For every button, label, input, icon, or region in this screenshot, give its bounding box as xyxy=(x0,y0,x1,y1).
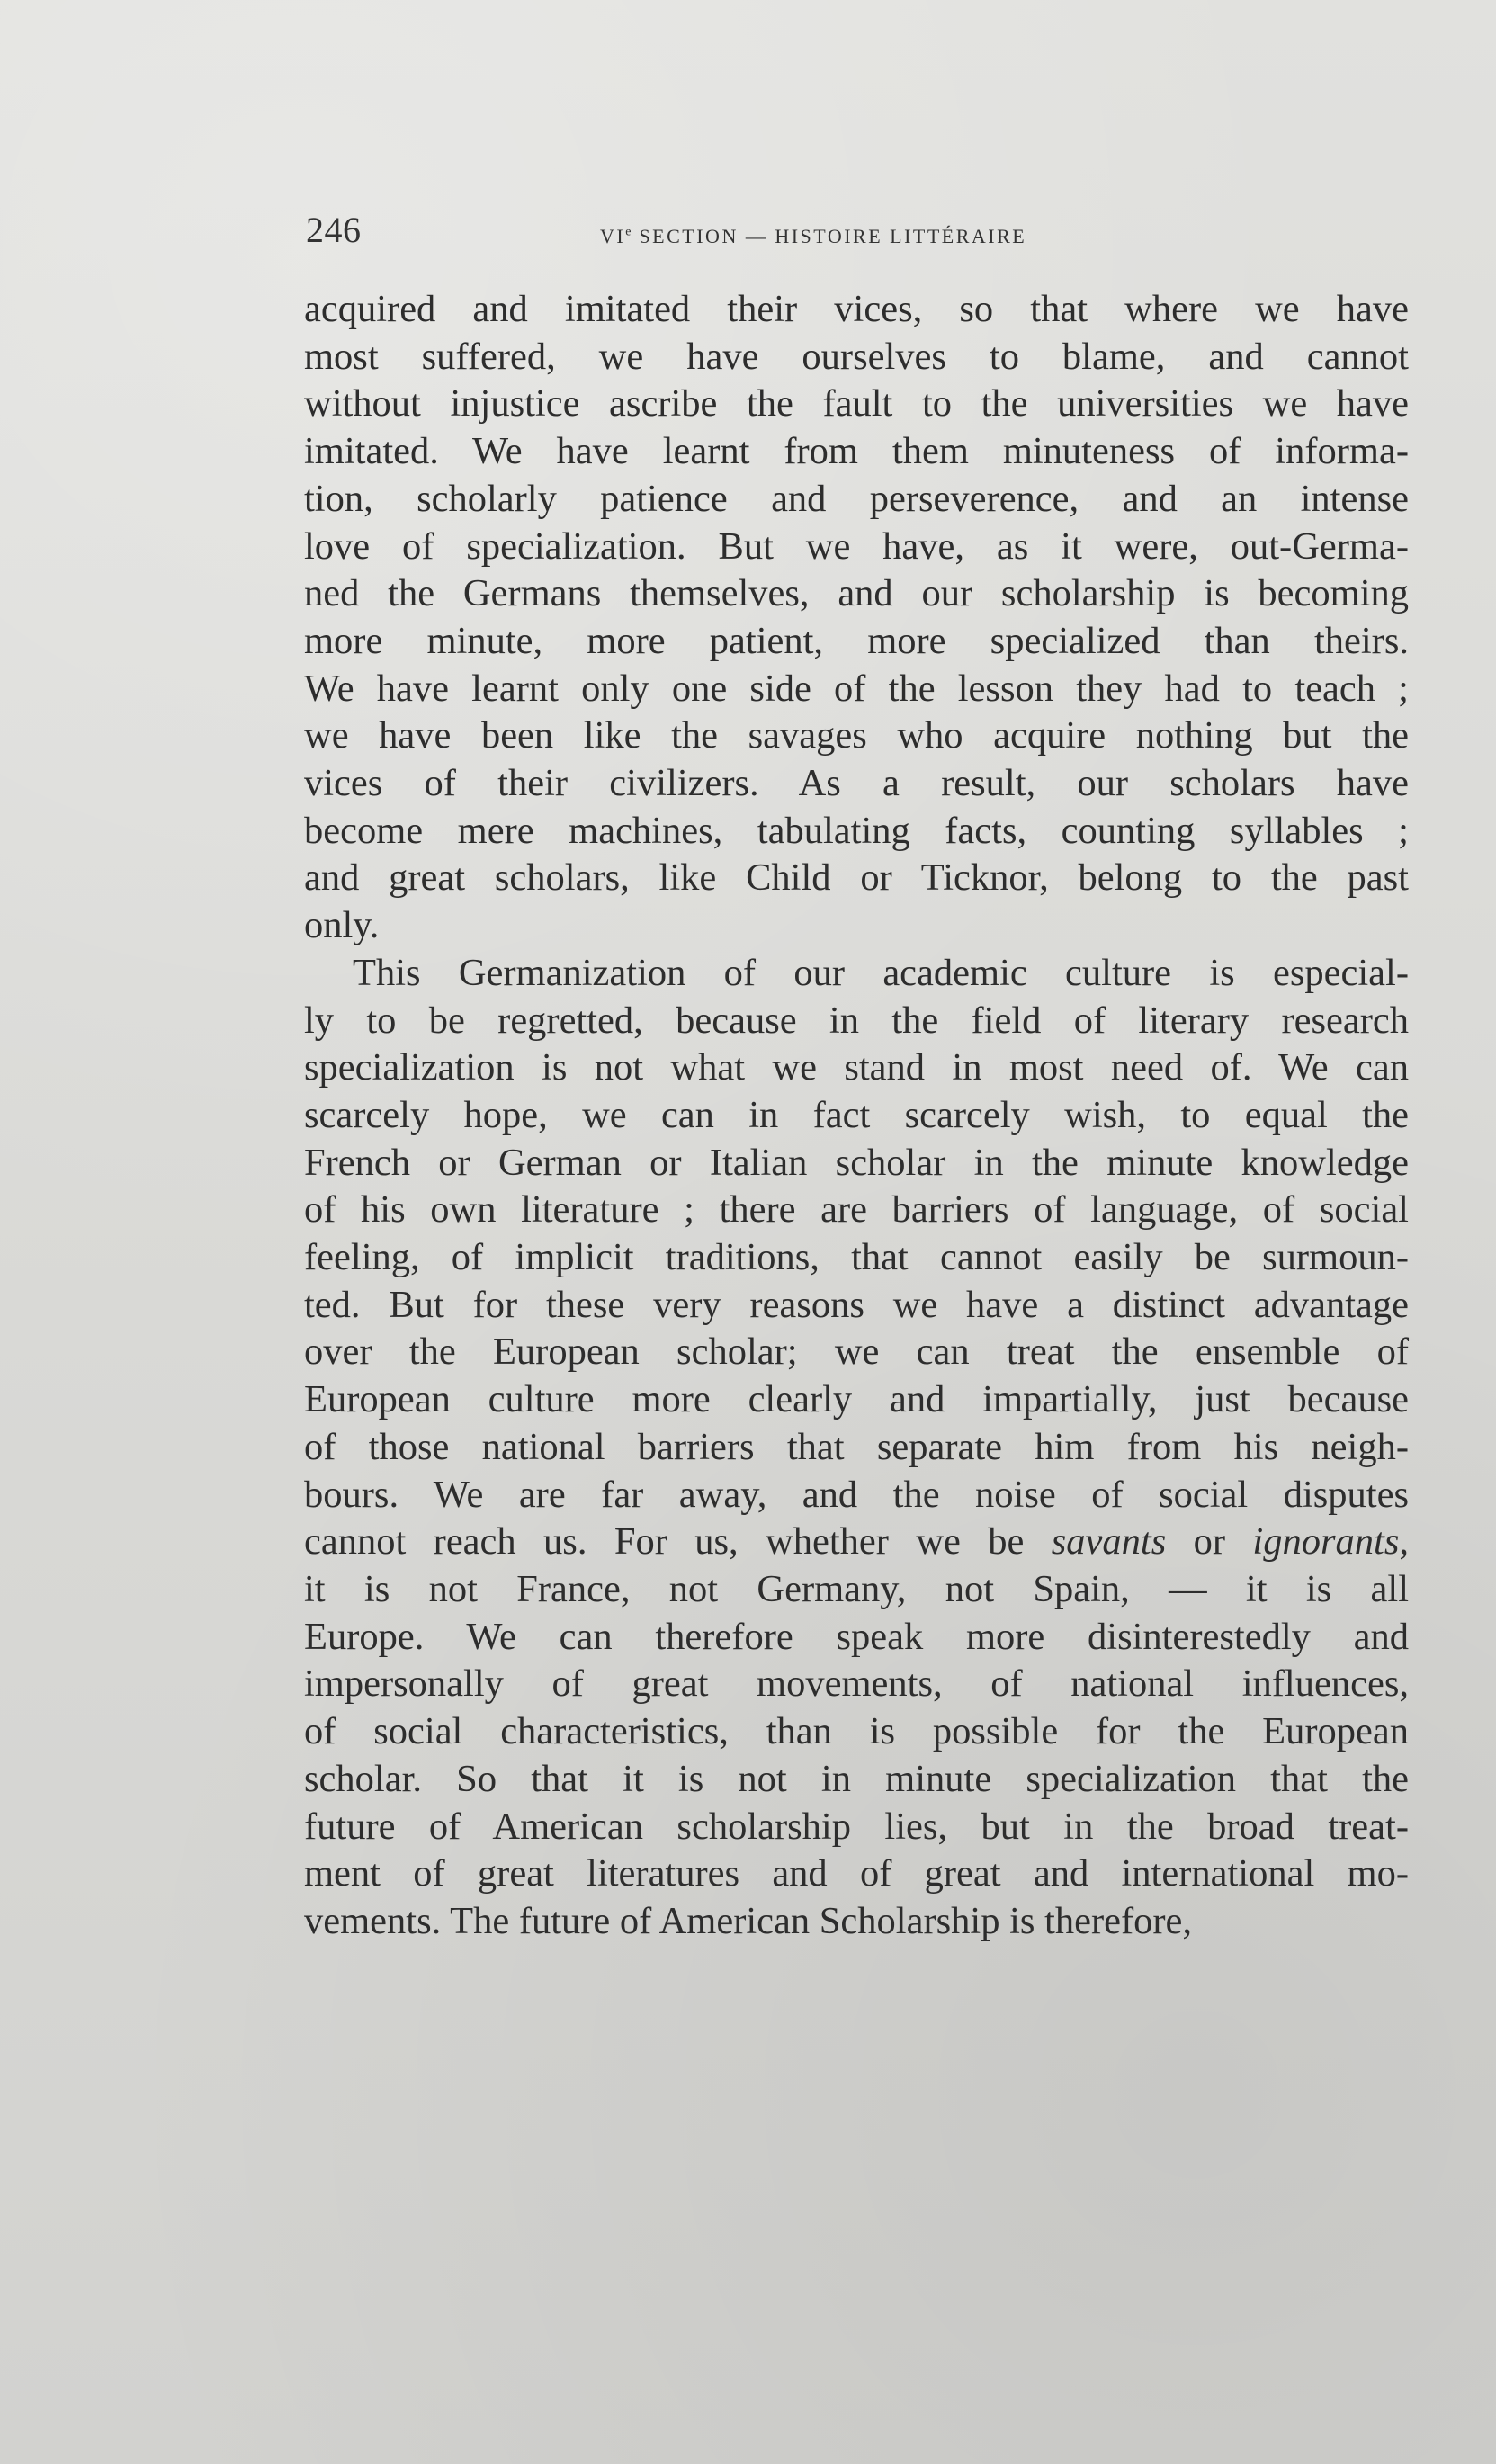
text-fragment: or xyxy=(1166,1520,1253,1564)
text-line: without injustice ascribe the fault to the universities we have xyxy=(304,382,1409,426)
text-line: scarcely hope, we can in fact scarcely wish, to equal the xyxy=(304,1093,1409,1136)
text-line: over the European scholar; we can treat the ensemble of xyxy=(304,1331,1409,1374)
text-line: and great scholars, like Child or Ticknor, belong to the past xyxy=(304,856,1409,900)
text-line: most suffered, we have ourselves to blame, and cannot xyxy=(304,335,1409,378)
text-line: European culture more clearly and impartially, just because xyxy=(304,1378,1409,1421)
text-line: of social characteristics, than is possible for the European xyxy=(304,1710,1409,1753)
text-line xyxy=(304,1519,1409,1566)
text-line: only. xyxy=(304,904,380,947)
paragraph-1 xyxy=(304,286,1409,950)
text-line: of those national barriers that separate him from his neigh- xyxy=(304,1425,1409,1468)
page-header xyxy=(306,209,1403,263)
text-line: ted. But for these very reasons we have a distinct advantage xyxy=(304,1283,1409,1326)
text-line: ment of great literatures and of great and international mo- xyxy=(304,1852,1409,1895)
text-line: We have learnt only one side of the lesson they had to teach ; xyxy=(304,667,1409,710)
body-text xyxy=(304,286,1409,1946)
text-line: imitated. We have learnt from them minuteness of informa- xyxy=(304,430,1409,473)
page-number: 246 xyxy=(306,210,362,250)
text-fragment: , xyxy=(1399,1520,1409,1564)
text-line: tion, scholarly patience and perseverence, and an intense xyxy=(304,477,1409,520)
text-line: of his own literature ; there are barriers of language, of social xyxy=(304,1188,1409,1232)
text-line: more minute, more patient, more specialized than theirs. xyxy=(304,619,1409,662)
text-line: feeling, of implicit traditions, that cannot easily be surmoun- xyxy=(304,1236,1409,1279)
text-fragment: cannot reach us. For us, whether we be xyxy=(304,1520,1052,1564)
text-line: impersonally of great movements, of national influences, xyxy=(304,1662,1409,1706)
text-line: become mere machines, tabulating facts, counting syllables ; xyxy=(304,809,1409,852)
text-line: vements. The future of American Scholarship is therefore, xyxy=(304,1899,1193,1942)
running-head-superscript: e xyxy=(625,225,632,239)
paragraph-2 xyxy=(304,950,1409,1946)
text-line: vices of their civilizers. As a result, our scholars have xyxy=(304,762,1409,805)
text-line: French or German or Italian scholar in the minute knowledge xyxy=(304,1141,1409,1184)
text-line: Europe. We can therefore speak more disinterestedly and xyxy=(304,1615,1409,1658)
text-line: ned the Germans themselves, and our scholarship is becoming xyxy=(304,572,1409,615)
text-line: it is not France, not Germany, not Spain, — it is all xyxy=(304,1567,1409,1610)
text-line: future of American scholarship lies, but in the broad treat- xyxy=(304,1805,1409,1848)
text-line: we have been like the savages who acquire nothing but the xyxy=(304,714,1409,757)
running-head xyxy=(600,225,1026,248)
italic-word: savants xyxy=(1051,1520,1167,1564)
text-line: scholar. So that it is not in minute specialization that the xyxy=(304,1757,1409,1800)
text-line: acquired and imitated their vices, so that where we have xyxy=(304,288,1409,330)
text-line: ly to be regretted, because in the field of literary research xyxy=(304,999,1409,1042)
italic-word: ignorants xyxy=(1252,1520,1400,1564)
text-line: bours. We are far away, and the noise of social disputes xyxy=(304,1473,1409,1516)
text-line: specialization is not what we stand in most need of. We can xyxy=(304,1046,1409,1089)
running-head-title: SECTION — HISTOIRE LITTÉRAIRE xyxy=(632,225,1027,247)
text-line: love of specialization. But we have, as it were, out-Germa- xyxy=(304,524,1409,568)
text-line: This Germanization of our academic culture is especial- xyxy=(353,951,1409,994)
running-head-section-numeral: VI xyxy=(600,225,626,247)
